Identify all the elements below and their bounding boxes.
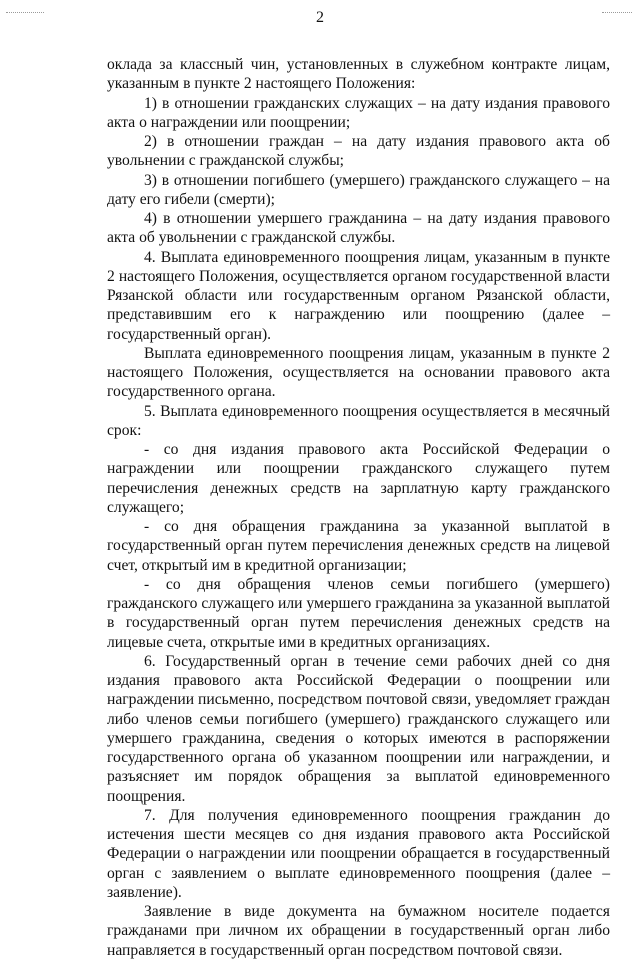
clause-4-continued: Выплата единовременного поощрения лицам, указанным в пункте 2 настоящего Положения, осуществляется на основании правового акта государственного органа. [107,344,610,401]
clause-6: 6. Государственный орган в течение семи рабочих дней со дня издания правового акта Российской Федерации о поощрении или награждении письменно, посредством почтовой связи, уведомляет граждан либо членов семьи погибшего (умершего) гражданского служащего или умершего гражданина, сведения о которых имеются в распоряжении государственного органа об указанном поощрении или награждении, и разъясняет им порядок обращения за выплатой единовременного поощрения. [107,652,610,805]
paragraph-continuation: оклада за классный чин, установленных в служебном контракте лицам, указанным в пункте 2 настоящего Положения: [107,56,610,93]
document-body [107,55,610,960]
clause-7-continued: Заявление в виде документа на бумажном носителе подается гражданами при личном их обращении в государственный орган либо направляется в государственный орган посредством почтовой связи. [107,903,610,959]
list-item-1: 1) в отношении гражданских служащих – на дату издания правового акта о награждении или поощрении; [107,94,610,131]
clause-5: 5. Выплата единовременного поощрения осуществляется в месячный срок: [107,402,610,439]
list-item-3: 3) в отношении погибшего (умершего) гражданского служащего – на дату его гибели (смерти); [107,171,610,208]
clause-5-item-2: - со дня обращения гражданина за указанной выплатой в государственный орган путем перечисления денежных средств на лицевой счет, открытый им в кредитной организации; [107,518,610,574]
page-number: 2 [316,9,324,26]
clause-7: 7. Для получения единовременного поощрения гражданин до истечения шести месяцев со дня издания правового акта Российской Федерации о награждении или поощрении обращается в государственный орган с заявлением о выплате единовременного поощрения (далее – заявление). [107,806,610,901]
clause-5-item-1: - со дня издания правового акта Российской Федерации о награждении или поощрении гражданского служащего путем перечисления денежных средств на зарплатную карту гражданского служащего; [107,441,610,516]
list-item-2: 2) в отношении граждан – на дату издания правового акта об увольнении с гражданской службы; [107,133,610,170]
list-item-4: 4) в отношении умершего гражданина – на дату издания правового акта об увольнении с гражданской службы. [107,210,610,247]
clause-5-item-3: - со дня обращения членов семьи погибшего (умершего) гражданского служащего или умершего гражданина за указанной выплатой в государственный орган путем перечисления денежных средств на лицевые счета, открытые ими в кредитных организациях. [107,575,610,651]
clause-4: 4. Выплата единовременного поощрения лицам, указанным в пункте 2 настоящего Положения, осуществляется органом государственной власти Рязанской области или государственным органом Рязанской области, представившим его к награждению или поощрению (далее – государственный орган). [107,248,610,343]
